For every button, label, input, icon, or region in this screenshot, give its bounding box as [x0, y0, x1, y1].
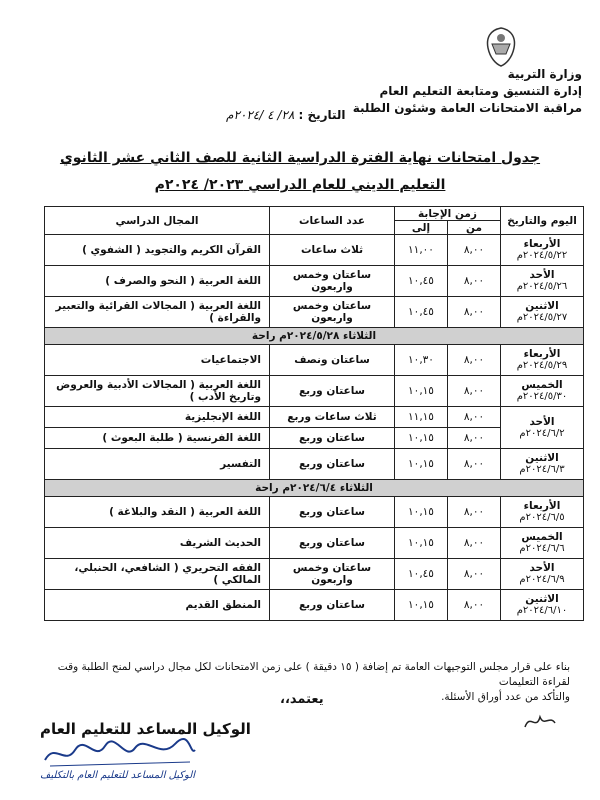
day-name: الخميس	[521, 531, 563, 543]
subject: اللغة العربية ( النحو والصرف )	[45, 266, 270, 297]
subject: الحديث الشريف	[45, 528, 270, 559]
time-from: ٨,٠٠	[448, 376, 501, 407]
col-header-subject: المجال الدراسي	[45, 207, 270, 235]
hours-count: ساعتان وخمس واربعون	[270, 559, 395, 590]
handwritten-signature-icon	[40, 732, 200, 772]
col-header-time: زمن الإجابة	[395, 207, 501, 221]
col-header-to: إلى	[395, 221, 448, 235]
date-value: ٢٨/ ٤ /٢٠٢٤م	[226, 108, 295, 122]
deputy-title: الوكيل المساعد للتعليم العام	[40, 720, 251, 738]
initials-mark-icon	[520, 705, 560, 735]
time-to: ١٠,١٥	[395, 428, 448, 449]
table-row	[45, 590, 584, 621]
approval-text: يعتمد،،	[280, 692, 324, 707]
day-date: ٢٠٢٤/٦/٣م	[519, 464, 565, 475]
ministry-name: وزارة التربية	[507, 67, 582, 81]
time-to: ١٠,١٥	[395, 449, 448, 480]
time-to: ١٠,١٥	[395, 497, 448, 528]
time-to: ١٠,٣٠	[395, 345, 448, 376]
time-from: ٨,٠٠	[448, 559, 501, 590]
day-name: الأحد	[529, 269, 555, 281]
hours-count: ثلاث ساعات	[270, 235, 395, 266]
section-name: مراقبة الامتحانات العامة وشئون الطلبة	[352, 101, 582, 115]
time-from: ٨,٠٠	[448, 235, 501, 266]
hours-count: ساعتان ونصف	[270, 345, 395, 376]
time-from: ٨,٠٠	[448, 345, 501, 376]
table-row	[45, 345, 584, 376]
time-from: ٨,٠٠	[448, 590, 501, 621]
rest-day-row	[45, 328, 584, 345]
day-date: ٢٠٢٤/٥/٢٧م	[516, 312, 568, 323]
time-from: ٨,٠٠	[448, 297, 501, 328]
subject: اللغة العربية ( المجالات القرائية والتعبير والقراءة )	[45, 297, 270, 328]
day-name: الخميس	[521, 379, 563, 391]
day-date: ٢٠٢٤/٥/٢٦م	[516, 281, 568, 292]
time-from: ٨,٠٠	[448, 497, 501, 528]
exam-schedule-table	[44, 206, 584, 621]
time-to: ١١,٠٠	[395, 235, 448, 266]
day-date: ٢٠٢٤/٦/٢م	[519, 427, 565, 439]
hours-count: ساعتان وخمس واربعون	[270, 266, 395, 297]
day-date: ٢٠٢٤/٦/٥م	[519, 512, 565, 523]
day-date: ٢٠٢٤/٦/٦م	[519, 543, 565, 554]
time-to: ١٠,٤٥	[395, 297, 448, 328]
time-from: ٨,٠٠	[448, 428, 501, 449]
hours-count: ساعتان وربع	[270, 497, 395, 528]
table-row	[45, 449, 584, 480]
day-date: ٢٠٢٤/٥/٢٩م	[516, 360, 568, 371]
subject: اللغة الإنجليزية	[45, 407, 270, 428]
day-name: الأربعاء	[523, 238, 561, 250]
col-header-day: اليوم والتاريخ	[501, 207, 584, 235]
rest-day-label: الثلاثاء ٢٠٢٤/٥/٢٨م راحة	[45, 328, 584, 345]
table-row	[45, 407, 584, 428]
day-date: ٢٠٢٤/٦/٩م	[519, 574, 565, 585]
time-from: ٨,٠٠	[448, 407, 501, 428]
day-date: ٢٠٢٤/٥/٣٠م	[516, 391, 568, 402]
table-row	[45, 528, 584, 559]
footnote-line-2: والتأكد من عدد أوراق الأسئلة.	[441, 691, 570, 703]
subject: اللغة العربية ( المجالات الأدبية والعروض وتاريخ الأدب )	[45, 376, 270, 407]
col-header-from: من	[448, 221, 501, 235]
table-row	[45, 266, 584, 297]
time-to: ١٠,٤٥	[395, 559, 448, 590]
col-header-hours: عدد الساعات	[270, 207, 395, 235]
time-from: ٨,٠٠	[448, 528, 501, 559]
subject: الاجتماعيات	[45, 345, 270, 376]
page-title: جدول امتحانات نهاية الفترة الدراسية الثانية للصف الثاني عشر الثانوي	[59, 150, 541, 166]
subject: التفسير	[45, 449, 270, 480]
date-row	[220, 108, 346, 122]
table-row	[45, 376, 584, 407]
signature-subtitle: الوكيل المساعد للتعليم العام بالتكليف	[40, 770, 196, 781]
subject: اللغة العربية ( النقد والبلاغة )	[45, 497, 270, 528]
hours-count: ساعتان وربع	[270, 428, 395, 449]
day-date: ٢٠٢٤/٦/١٠م	[516, 605, 568, 616]
time-from: ٨,٠٠	[448, 266, 501, 297]
department-name: إدارة التنسيق ومتابعة التعليم العام	[379, 84, 582, 98]
hours-count: ساعتان وربع	[270, 528, 395, 559]
time-from: ٨,٠٠	[448, 449, 501, 480]
hours-count: ساعتان وربع	[270, 376, 395, 407]
day-date: ٢٠٢٤/٥/٢٢م	[516, 250, 568, 261]
day-name: الاثنين	[525, 593, 559, 605]
rest-day-row	[45, 480, 584, 497]
time-to: ١٠,١٥	[395, 590, 448, 621]
page-subtitle: التعليم الديني للعام الدراسي ٢٠٢٣/ ٢٠٢٤م	[154, 177, 446, 193]
day-name: الاثنين	[525, 300, 559, 312]
table-row	[45, 297, 584, 328]
subject: المنطق القديم	[45, 590, 270, 621]
state-emblem-icon	[480, 24, 522, 70]
time-to: ١١,١٥	[395, 407, 448, 428]
hours-count: ساعتان وخمس واربعون	[270, 297, 395, 328]
table-row	[45, 559, 584, 590]
day-name: الأربعاء	[523, 348, 561, 360]
day-name: الأحد	[529, 415, 555, 428]
day-name: الأربعاء	[523, 500, 561, 512]
day-name: الأحد	[529, 562, 555, 574]
time-to: ١٠,١٥	[395, 376, 448, 407]
day-name: الاثنين	[525, 452, 559, 464]
subject: الفقه التحريري ( الشافعي، الحنبلي، المالكي )	[45, 559, 270, 590]
rest-day-label: الثلاثاء ٢٠٢٤/٦/٤م راحة	[45, 480, 584, 497]
hours-count: ساعتان وربع	[270, 590, 395, 621]
hours-count: ساعتان وربع	[270, 449, 395, 480]
time-to: ١٠,٤٥	[395, 266, 448, 297]
subject: اللغة الفرنسية ( طلبة البعوث )	[45, 428, 270, 449]
subject: القرآن الكريم والتجويد ( الشفوي )	[45, 235, 270, 266]
table-row	[45, 497, 584, 528]
footnote-line-1: بناء على قرار مجلس التوجيهات العامة تم إضافة ( ١٥ دقيقة ) على زمن الامتحانات لكل مجال دراسي لمنح الطلبة وقت لقراءة التعليمات	[57, 661, 570, 688]
ministry-header	[353, 66, 582, 117]
table-row	[45, 235, 584, 266]
hours-count: ثلاث ساعات وربع	[270, 407, 395, 428]
date-label: التاريخ :	[298, 108, 346, 122]
time-to: ١٠,١٥	[395, 528, 448, 559]
